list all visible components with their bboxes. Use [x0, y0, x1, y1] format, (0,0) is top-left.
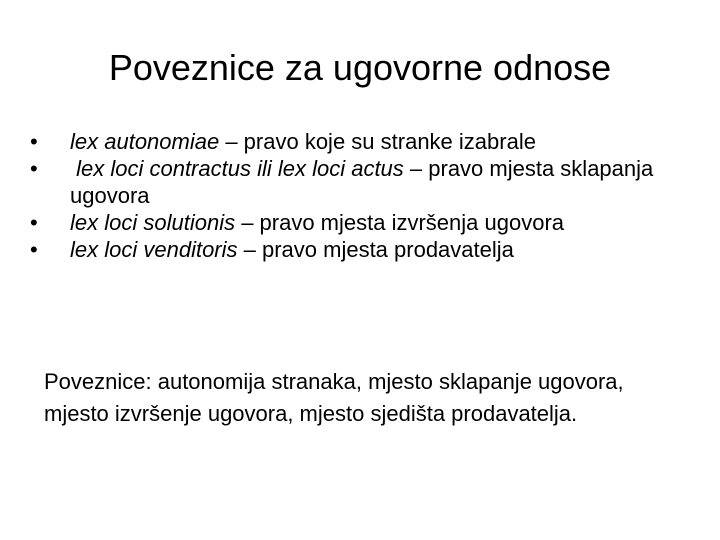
bullet-term: lex loci contractus ili lex loci actus	[70, 156, 404, 181]
bullet-term: lex loci venditoris	[70, 237, 238, 262]
bullet-icon: •	[30, 210, 38, 235]
bullet-description: – pravo mjesta izvršenja ugovora	[235, 210, 565, 235]
summary-paragraph: Poveznice: autonomija stranaka, mjesto sklapanje ugovora, mjesto izvršenje ugovora, mjesto sjedišta prodavatelja.	[44, 369, 624, 426]
bullet-term: lex autonomiae	[70, 129, 220, 154]
bullet-icon: •	[30, 156, 38, 181]
slide-title: Poveznice za ugovorne odnose	[108, 47, 612, 88]
bullet-description: – pravo mjesta prodavatelja	[237, 237, 514, 262]
bullet-list	[30, 128, 700, 263]
list-item	[30, 209, 700, 236]
list-item	[30, 236, 700, 263]
bullet-description: – pravo koje su stranke izabrale	[219, 129, 536, 154]
bullet-text	[70, 237, 514, 262]
list-item	[30, 128, 700, 155]
bullet-text	[70, 156, 653, 208]
bullet-icon: •	[30, 237, 38, 262]
bullet-text	[70, 210, 564, 235]
bullet-text	[70, 129, 536, 154]
list-item	[30, 155, 700, 209]
bullet-term: lex loci solutionis	[70, 210, 236, 235]
bullet-description: – pravo mjesta sklapanja ugovora	[70, 156, 654, 208]
bullet-icon: •	[30, 129, 38, 154]
